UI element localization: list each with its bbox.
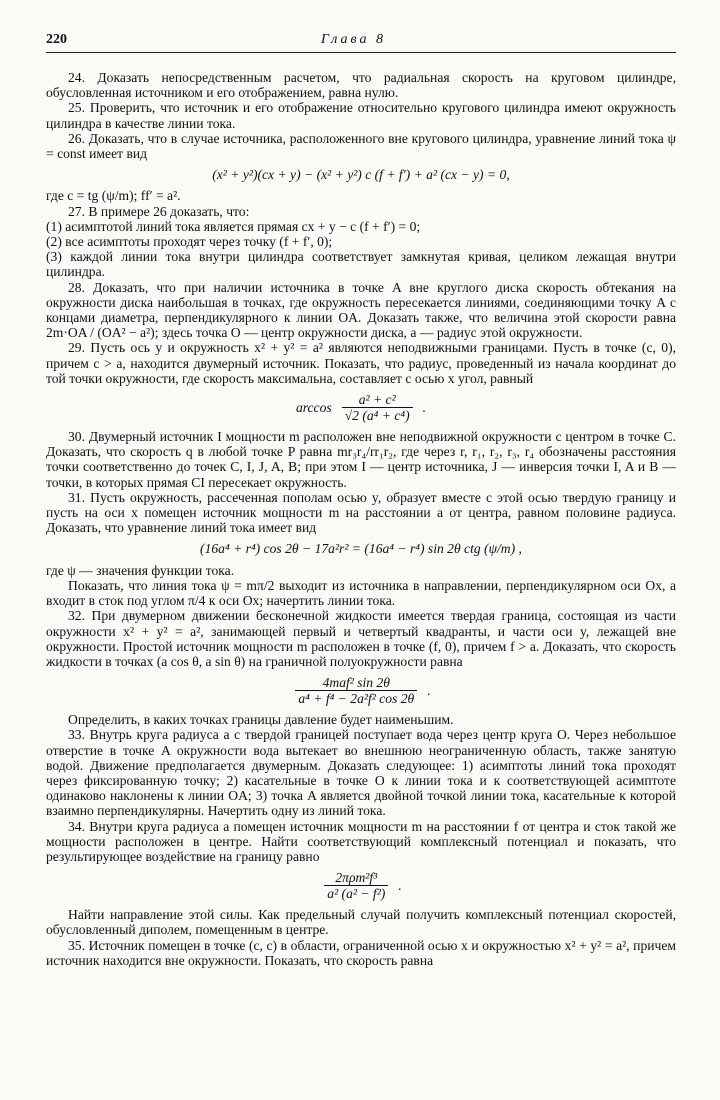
- fraction: [295, 675, 417, 706]
- paragraph: 33. Внутрь круга радиуса a с твердой границей поступает вода через центр круга O. Через небольшое отверстие в точке A окружности вода вытекает во внешнюю неограниченную область, также занятую водой. Движение предполагается двумерным. Доказать следующее: 1) асимптоты линий тока проходят через фиксированную точку; 2) касательные в точке O к линии тока и к соответствующей асимптоте одинаково наклонены к линии OA; 3) точка A является двойной точкой линии тока, касательные к которой взаимно перпендикулярны. Начертить одну из линий тока.: [46, 727, 676, 819]
- paragraph: 34. Внутри круга радиуса a помещен источник мощности m на расстоянии f от центра и сток такой же мощности расположен в центре. Найти соответствующий комплексный потенциал и показать, что результирующее воздействие на границу равно: [46, 818, 676, 864]
- paragraph: 25. Проверить, что источник и его отображение относительно кругового цилиндра имеют окружность цилиндра в качестве линии тока.: [46, 100, 676, 131]
- chapter-title: Глава 8: [321, 32, 386, 47]
- paragraph: 30. Двумерный источник I мощности m расположен вне неподвижной окружности с центром в точке C. Доказать, что скорость q в любой точке P равна mr₃r₄/rr₁r₂, где через r, r₁, r₂, r₃, r₄ обозначены расстояния точки соответственно до точек C, I, J, A, B; при этом I — центр источника, J — инверсия точки I, A и B — точки, в которых прямая CI пересекает окружность.: [46, 429, 676, 490]
- equation-suffix: .: [398, 878, 402, 894]
- paragraph: где c = tg (ψ/m); ff′ = a².: [46, 188, 181, 204]
- equation-suffix: .: [422, 399, 427, 415]
- fraction-denominator: a² (a² − f²): [327, 886, 386, 902]
- equation: (16a⁴ + r⁴) cos 2θ − 17a²r² = (16a⁴ − r⁴) sin 2θ ctg (ψ/m) ,: [200, 541, 522, 557]
- paragraph: 26. Доказать, что в случае источника, расположенного вне кругового цилиндра, уравнение линий тока ψ = const имеет вид: [46, 130, 676, 162]
- fraction-denominator: a⁴ + f⁴ − 2a²f² cos 2θ: [298, 691, 415, 707]
- paragraph: 27. В примере 26 доказать, что:: [68, 203, 250, 219]
- paragraph: 29. Пусть ось y и окружность x² + y² = a² являются неподвижными границами. Пусть в точке (c, 0), причем c > a, находится двумерный источник. Показать, что радиус, проведенный из начала координат до той точки окружности, где скорость максимальна, составляет с осью x угол, равный: [46, 340, 676, 386]
- page-body: [46, 70, 676, 968]
- equation-prefix: arccos: [295, 399, 332, 415]
- equation: (x² + y²)(cx + y) − (x² + y²) c (f + f′) + a² (cx − y) = 0,: [212, 167, 510, 183]
- equation-suffix: .: [427, 683, 431, 698]
- paragraph: (3) каждой линии тока внутри цилиндра соответствует замкнутая кривая, целиком лежащая внутри цилиндра.: [46, 249, 676, 280]
- page-header: [46, 30, 676, 53]
- paragraph: (1) асимптотой линий тока является прямая cx + y − c (f + f′) = 0;: [46, 218, 421, 234]
- fraction-numerator: 4maf² sin 2θ: [295, 675, 417, 691]
- fraction-numerator: 2πρm²f³: [324, 870, 388, 886]
- paragraph: Определить, в каких точках границы давление будет наименьшим.: [68, 712, 454, 728]
- fraction-equation: [46, 675, 676, 706]
- fraction-equation: [46, 870, 676, 901]
- fraction-numerator: a² + c²: [342, 392, 413, 408]
- paragraph: где ψ — значения функции тока.: [46, 562, 235, 578]
- paragraph: 28. Доказать, что при наличии источника в точке A вне круглого диска скорость обтекания на окружности диска наибольшая в точках, где окружность пересекается линиями, соединяющими точку A с концами диаметра, перпендикулярного к линии OA. Доказать также, что величина этой скорости равна 2m·OA / (OA² − a²); здесь точка O — центр окружности диска, a — радиус этой окружности.: [46, 279, 676, 341]
- fraction: [342, 392, 413, 423]
- paragraph: 24. Доказать непосредственным расчетом, что радиальная скорость на круговом цилиндре, обусловленная источником и его отображением, равна нулю.: [46, 70, 676, 101]
- paragraph: 31. Пусть окружность, рассеченная пополам осью y, образует вместе с этой осью твердую границу и пусть на оси x помещен источник мощности m на расстоянии a от центра, равном половине радиуса. Доказать, что уравнение линий тока имеет вид: [46, 489, 676, 536]
- fraction-equation: [46, 392, 676, 423]
- paragraph: 32. При двумерном движении бесконечной жидкости имеется твердая граница, состоящая из части окружности x² + y² = a², занимающей первый и четвертый квадранты, и части оси y, лежащей вне окружности. Простой источник мощности m расположен в точке (f, 0), причем f > a. Доказать, что скорость жидкости в точках (a cos θ, a sin θ) на граничной полуокружности равна: [46, 608, 676, 669]
- paragraph: 35. Источник помещен в точке (c, c) в области, ограниченной осью x и окружностью x² + y² = a², причем источник находится вне окружности. Показать, что скорость равна: [46, 937, 676, 968]
- page-number: 220: [46, 32, 67, 47]
- paragraph: Найти направление этой силы. Как предельный случай получить комплексный потенциал скоростей, обусловленный диполем, помещенным в центре.: [46, 907, 676, 938]
- fraction-denominator: √2 (a⁴ + c⁴): [344, 408, 410, 424]
- fraction: [324, 870, 388, 901]
- paragraph: Показать, что линия тока ψ = mπ/2 выходит из источника в направлении, перпендикулярном оси Ox, а входит в сток под углом π/4 к оси Ox; начертить линии тока.: [46, 577, 676, 609]
- paragraph: (2) все асимптоты проходят через точку (f + f′, 0);: [46, 234, 333, 250]
